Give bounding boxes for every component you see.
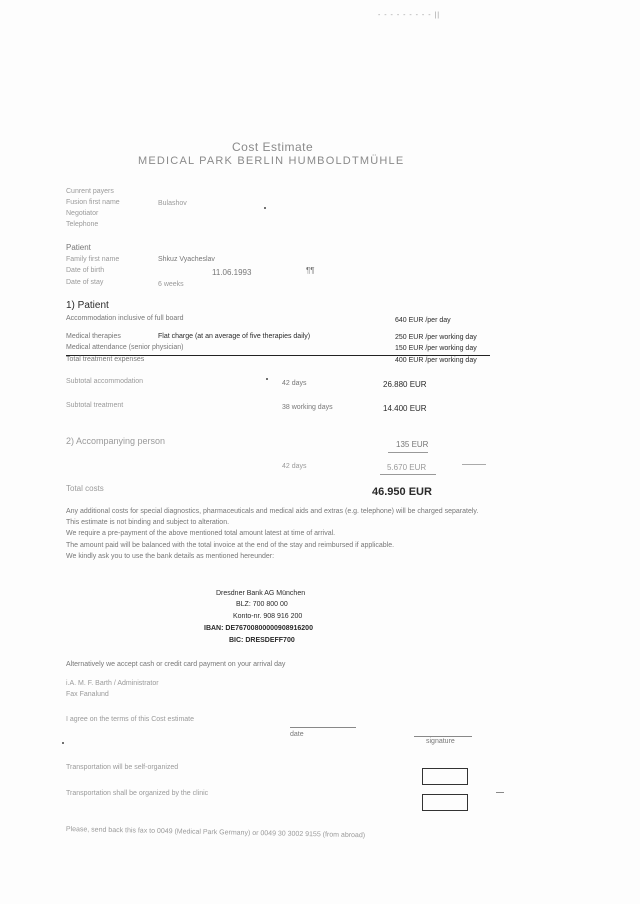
patient-heading: Patient xyxy=(66,243,91,252)
patient-name-label: Family first name xyxy=(66,256,120,263)
guarantor-label-3: Negotiator xyxy=(66,210,99,217)
guarantor-label-1: Cunrent payers xyxy=(66,188,114,195)
signature-label: signature xyxy=(426,738,455,745)
rate-row-amount: 250 EUR /per working day xyxy=(395,334,477,341)
total-label: Total costs xyxy=(66,484,104,493)
section2-rule xyxy=(388,452,428,453)
patient-name-value: Shkuz Vyacheslav xyxy=(158,256,215,263)
patient-stay-label: Date of stay xyxy=(66,279,104,286)
stray-rule xyxy=(462,464,486,465)
rate-row-amount: 400 EUR /per working day xyxy=(395,357,477,364)
guarantor-label-2: Fusion first name xyxy=(66,199,120,206)
patient-birth-value: 11.06.1993 xyxy=(212,268,252,277)
date-label: date xyxy=(290,731,304,738)
rate-row-label: Medical therapies xyxy=(66,333,121,340)
rate-row-label: Total treatment expenses xyxy=(66,356,145,363)
section1-heading: 1) Patient xyxy=(66,300,109,311)
date-rule xyxy=(290,727,356,728)
document-title: Cost Estimate xyxy=(232,140,314,154)
rate-row-amount: 150 EUR /per working day xyxy=(395,345,477,352)
contact-line-2: Fax Fanalund xyxy=(66,691,109,698)
footer-note: Please, send back this fax to 0049 (Medical Park Germany) or 0049 30 3002 9155 (from abroad) xyxy=(65,826,366,840)
rate-row-desc: Flat charge (at an average of five therapies daily) xyxy=(158,333,311,340)
subtotal-label: Subtotal treatment xyxy=(66,402,124,409)
consent-line: I agree on the terms of this Cost estimate xyxy=(66,716,195,723)
subtotal-amount: 26.880 EUR xyxy=(383,380,427,389)
corner-mark: - - - - - - - - - || xyxy=(378,12,441,19)
subtotal-amount: 14.400 EUR xyxy=(383,404,427,413)
signature-rule xyxy=(414,736,472,737)
subtotal-qty: 38 working days xyxy=(282,404,333,411)
rate-row-label: Medical attendance (senior physician) xyxy=(66,344,184,351)
option-label-self: Transportation will be self-organized xyxy=(66,764,179,771)
bank-blz: BLZ: 700 800 00 xyxy=(236,601,288,608)
subtotal-qty: 42 days xyxy=(282,380,307,387)
section2-heading: 2) Accompanying person xyxy=(66,436,166,446)
arrival-note: Alternatively we accept cash or credit card payment on your arrival day xyxy=(66,661,286,668)
guarantor-label-4: Telephone xyxy=(66,221,99,228)
patient-stay-value: 6 weeks xyxy=(158,281,184,288)
section2-rate: 135 EUR xyxy=(396,440,429,449)
option-checkbox-clinic[interactable] xyxy=(422,794,468,811)
rate-row-label: Accommodation inclusive of full board xyxy=(66,315,184,322)
note-line: This estimate is not binding and subject to alteration. xyxy=(66,519,230,526)
stray-rule xyxy=(496,792,504,793)
speck xyxy=(266,378,268,380)
section2-qty: 42 days xyxy=(282,463,307,470)
guarantor-value: Bulashov xyxy=(158,200,187,207)
patient-mark: ¶¶ xyxy=(306,266,315,275)
option-label-clinic: Transportation shall be organized by the clinic xyxy=(66,790,209,797)
section2-sum-rule xyxy=(380,474,436,475)
total-amount: 46.950 EUR xyxy=(372,486,432,498)
patient-birth-label: Date of birth xyxy=(66,267,105,274)
bank-name: Dresdner Bank AG München xyxy=(216,590,306,597)
note-line: The amount paid will be balanced with the total invoice at the end of the stay and reimbursed if applicable. xyxy=(66,542,395,549)
speck xyxy=(62,742,64,744)
bank-konto: Konto-nr. 908 916 200 xyxy=(233,613,303,620)
contact-line-1: i.A. M. F. Barth / Administrator xyxy=(66,680,159,687)
bank-iban: IBAN: DE76700800000908916200 xyxy=(204,625,313,632)
section2-amount: 5.670 EUR xyxy=(387,463,427,472)
note-line: Any additional costs for special diagnostics, pharmaceuticals and medical aids and extras (e.g. telephone) will be charged separately. xyxy=(66,508,479,515)
option-checkbox-self[interactable] xyxy=(422,768,468,785)
speck xyxy=(264,207,266,209)
note-line: We kindly ask you to use the bank details as mentioned hereunder: xyxy=(66,553,275,560)
note-line: We require a pre-payment of the above mentioned total amount latest at time of arrival. xyxy=(66,530,336,537)
document-subtitle: MEDICAL PARK BERLIN HUMBOLDTMÜHLE xyxy=(138,155,405,167)
subtotal-label: Subtotal accommodation xyxy=(66,378,144,385)
bank-bic: BIC: DRESDEFF700 xyxy=(229,637,295,644)
rate-row-amount: 640 EUR /per day xyxy=(395,317,451,324)
